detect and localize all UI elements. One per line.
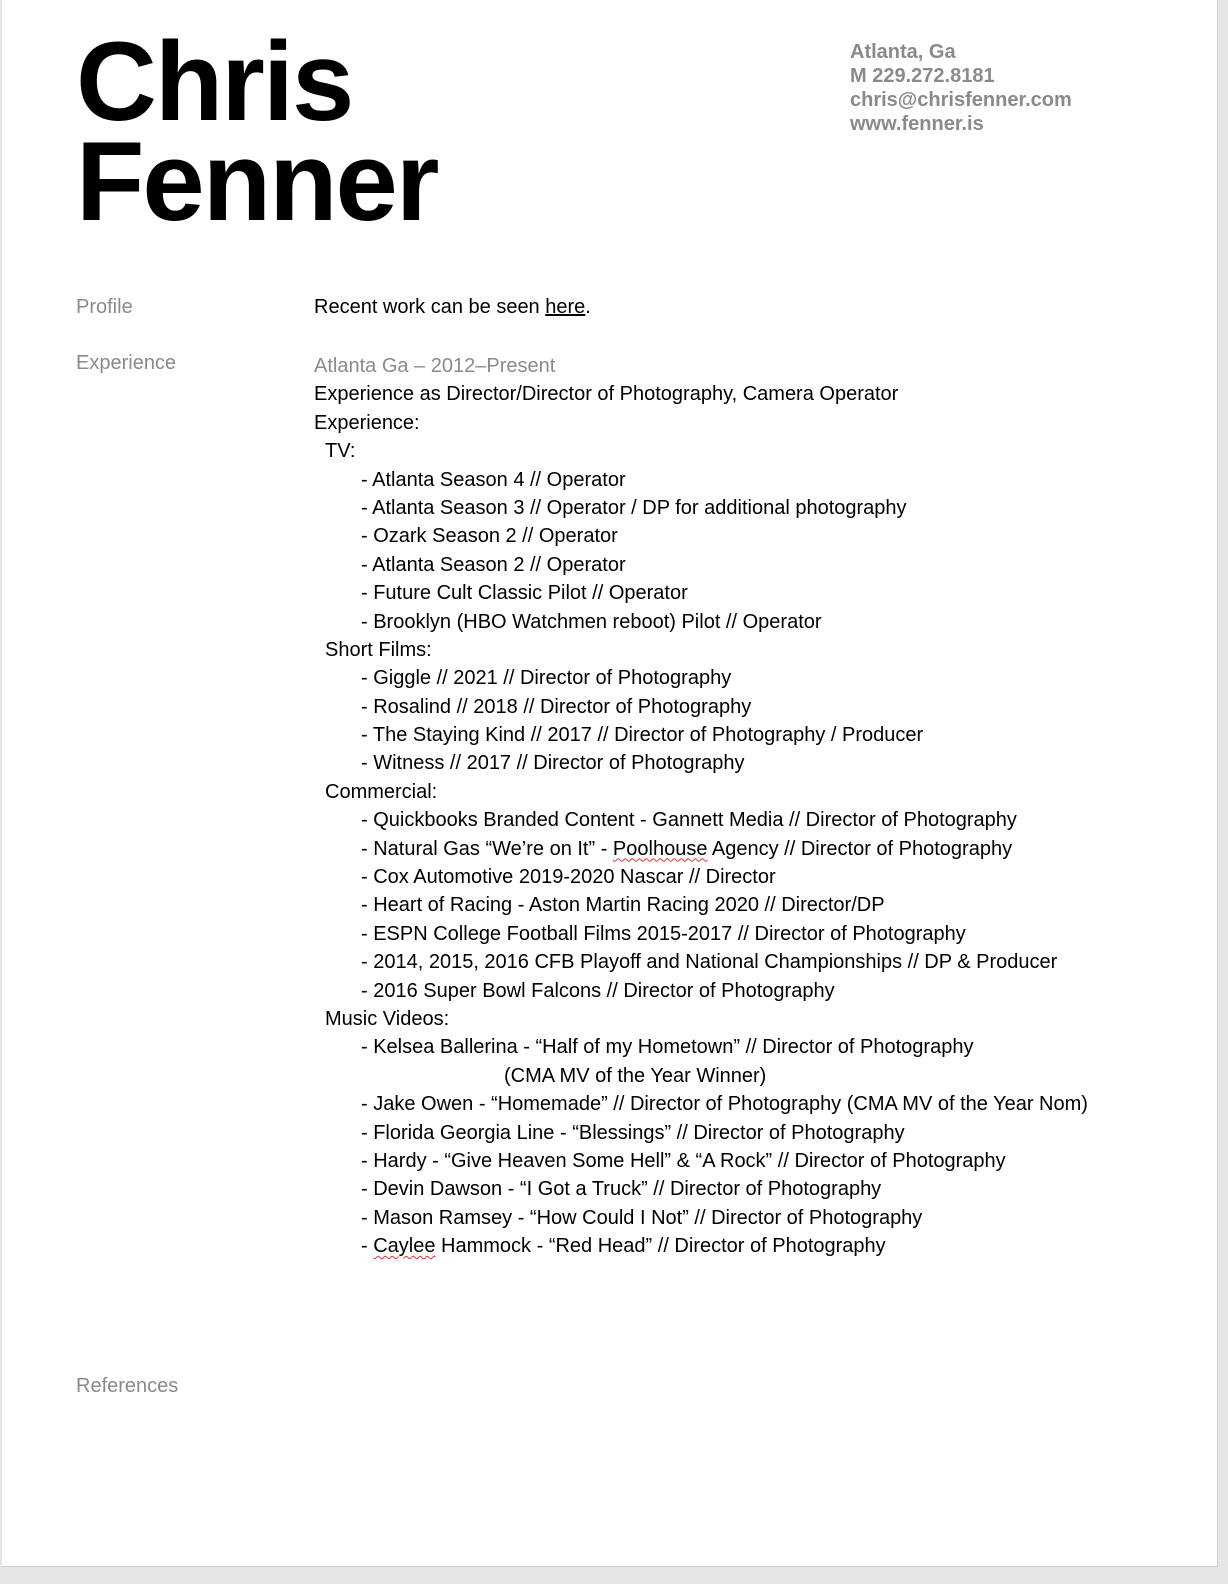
list-item: - Atlanta Season 4 // Operator [361,468,626,491]
list-item: - Florida Georgia Line - “Blessings” // Director of Photography [361,1121,905,1144]
list-item: - Witness // 2017 // Director of Photography [361,752,745,775]
contact-website: www.fenner.is [850,113,984,135]
list-item: - Hardy - “Give Heaven Some Hell” & “A Rock” // Director of Photography [361,1149,1006,1172]
spellcheck-word: Poolhouse [612,837,708,860]
contact-email: chris@chrisfenner.com [850,89,1072,111]
resume-page [2,0,1218,1567]
profile-label: Profile [76,296,133,318]
list-item [314,1232,1088,1260]
list-item: - Future Cult Classic Pilot // Operator [361,582,688,605]
experience-label: Experience [76,352,177,374]
list-item: - Giggle // 2021 // Director of Photography [361,667,732,690]
references-label: References [76,1375,179,1397]
profile-text-after: . [585,296,591,318]
list-item-text: Hammock - “Red Head” // Director of Photography [435,1235,886,1258]
list-item: - Brooklyn (HBO Watchmen reboot) Pilot // Operator [361,610,822,633]
contact-location: Atlanta, Ga [850,41,956,63]
experience-summary: Experience as Director/Director of Photography, Camera Operator [314,383,899,406]
list-item: - The Staying Kind // 2017 // Director of Photography / Producer [361,724,924,747]
list-item: - Atlanta Season 2 // Operator [361,553,626,576]
list-item: - Cox Automotive 2019-2020 Nascar // Director [361,866,776,889]
list-item: - Jake Owen - “Homemade” // Director of Photography (CMA MV of the Year Nom) [361,1093,1088,1116]
list-item: - Ozark Season 2 // Operator [361,525,618,548]
last-name: Fenner [76,119,438,244]
list-item-text: Agency // Director of Photography [707,837,1013,860]
list-item: - Devin Dawson - “I Got a Truck” // Director of Photography [361,1178,882,1201]
tv-heading: TV: [325,440,356,463]
profile-text [314,296,591,319]
list-item-text: - [361,1235,374,1258]
list-item: - Mason Ramsey - “How Could I Not” // Director of Photography [361,1206,923,1229]
contact-block [850,40,1072,136]
music-videos-heading: Music Videos: [325,1007,450,1030]
list-item-text: - Natural Gas “We’re on It” - [361,837,613,860]
list-item: - Rosalind // 2018 // Director of Photography [361,695,752,718]
spellcheck-word: Caylee [373,1235,436,1258]
experience-section [314,352,1088,1261]
list-item: - Kelsea Ballerina - “Half of my Hometown” // Director of Photography [361,1036,974,1059]
list-item-note: (CMA MV of the Year Winner) [504,1064,767,1087]
short-films-heading: Short Films: [325,638,432,661]
list-item: - 2014, 2015, 2016 CFB Playoff and National Championships // DP & Producer [361,951,1058,974]
profile-text-before: Recent work can be seen [314,296,546,318]
list-item: - 2016 Super Bowl Falcons // Director of Photography [361,979,835,1002]
commercial-heading: Commercial: [325,780,438,803]
first-name: Chris [76,19,353,144]
name-heading [76,19,438,244]
contact-phone: M 229.272.8181 [850,65,995,87]
profile-link[interactable]: here [545,296,586,318]
list-item: - Heart of Racing - Aston Martin Racing 2020 // Director/DP [361,894,885,917]
list-item: - Atlanta Season 3 // Operator / DP for additional photography [361,496,907,519]
list-item: - ESPN College Football Films 2015-2017 // Director of Photography [361,922,966,945]
experience-location-dates: Atlanta Ga – 2012–Present [314,355,556,377]
experience-intro: Experience: [314,411,420,434]
list-item: - Quickbooks Branded Content - Gannett Media // Director of Photography [361,809,1017,832]
list-item [314,835,1088,863]
